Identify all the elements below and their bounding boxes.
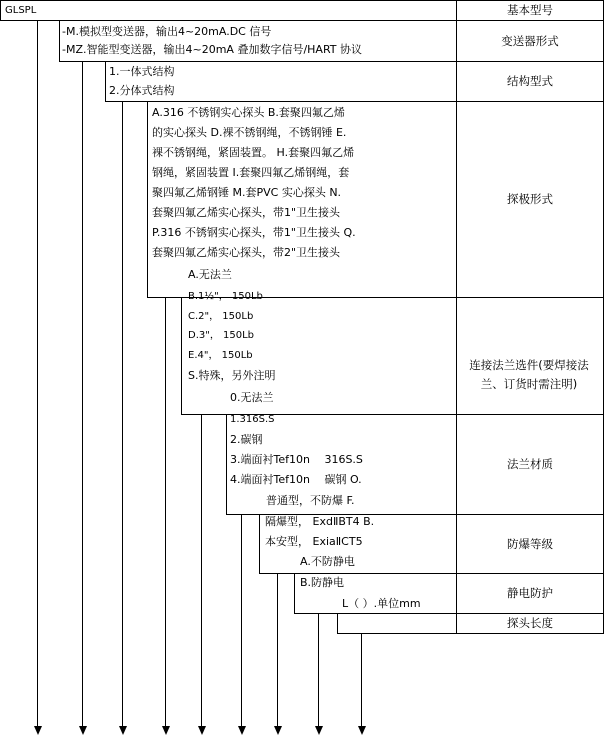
down-arrow-icon [274, 726, 282, 735]
probe-option-line: 聚四氟乙烯钢锤 M.套PVC 实心探头 N. [152, 186, 342, 199]
border-line [337, 613, 338, 633]
category-basic-model: 基本型号 [507, 3, 553, 17]
material-option: 0.无法兰 [230, 391, 274, 404]
category-probe-type: 探极形式 [507, 192, 553, 206]
down-arrow-icon [198, 726, 206, 735]
transmitter-option: -MZ.智能型变送器，输出4~20mA 叠加数字信号/HART 协议 [62, 43, 363, 56]
leader-line [37, 20, 38, 728]
structure-option: 1.一体式结构 [109, 65, 175, 78]
explosion-option: 本安型， ExiaⅡCT5 [265, 535, 363, 548]
border-line [105, 61, 106, 101]
category-structure-type: 结构型式 [507, 74, 553, 88]
down-arrow-icon [79, 726, 87, 735]
down-arrow-icon [34, 726, 42, 735]
flange-option: S.特殊，另外注明 [188, 369, 276, 382]
category-flange-material: 法兰材质 [507, 457, 553, 471]
category-static-protection: 静电防护 [507, 586, 553, 600]
border-line [0, 20, 604, 21]
category-flange-option: 连接法兰选件(要焊接法兰、订货时需注明) [469, 358, 589, 391]
down-arrow-icon [315, 726, 323, 735]
border-line [0, 0, 1, 20]
model-code: GLSPL [5, 5, 37, 16]
border-line [337, 633, 604, 634]
leader-line [122, 101, 123, 728]
down-arrow-icon [162, 726, 170, 735]
probe-option-line: 套聚四氟乙烯实心探头，带2"卫生接头 [152, 246, 341, 259]
flange-option: B.1½"， 150Lb [188, 291, 263, 302]
probe-option-line: 裸不锈钢绳，紧固装置。 H.套聚四氟乙烯 [152, 146, 355, 159]
probe-option-line: 钢绳，紧固装置 I.套聚四氟乙烯钢绳，套 [152, 166, 350, 179]
transmitter-option: -M.模拟型变送器，输出4~20mA.DC 信号 [62, 25, 272, 38]
category-explosion-grade: 防爆等级 [507, 537, 553, 551]
flange-option: C.2"， 150Lb [188, 311, 254, 322]
flange-option: E.4"， 150Lb [188, 350, 253, 361]
leader-line [361, 633, 362, 728]
leader-line [201, 414, 202, 728]
material-option: 1.316S.S [230, 414, 275, 425]
material-option: 4.端面衬Tef10n 碳钢 O. [230, 473, 362, 486]
border-line [59, 61, 604, 62]
flange-option: D.3"， 150Lb [188, 330, 255, 341]
probe-option-line: A.316 不锈钢实心探头 B.套聚四氟乙烯 [152, 106, 345, 119]
probe-option-line: P.316 不锈钢实心探头，带1"卫生接头 Q. [152, 226, 356, 239]
leader-line [241, 514, 242, 728]
category-transmitter-type: 变送器形式 [501, 34, 559, 48]
explosion-option: 普通型，不防爆 F. [266, 494, 355, 507]
border-line [0, 0, 604, 1]
probe-option-line: 的实心探头 D.裸不锈钢绳，不锈钢锤 E. [152, 126, 347, 139]
category-probe-length: 探头长度 [507, 616, 553, 630]
down-arrow-icon [358, 726, 366, 735]
explosion-option: 隔爆型， ExdⅡBT4 B. [265, 515, 375, 528]
border-line [259, 573, 604, 574]
border-line [226, 414, 227, 514]
probe-option-line: 套聚四氟乙烯实心探头，带1"卫生接头 [152, 206, 341, 219]
border-line [59, 20, 60, 61]
down-arrow-icon [238, 726, 246, 735]
leader-line [82, 61, 83, 728]
border-line [147, 101, 148, 297]
border-line [105, 101, 604, 102]
length-option: L（ ）.单位mm [342, 597, 421, 610]
border-line [294, 573, 295, 613]
leader-line [277, 573, 278, 728]
border-line [181, 297, 182, 414]
leader-line [318, 613, 319, 728]
border-line [259, 514, 260, 573]
static-option: B.防静电 [300, 576, 345, 589]
leader-line [165, 297, 166, 728]
material-option: 2.碳钢 [230, 433, 263, 446]
static-option: A.不防静电 [300, 555, 355, 568]
structure-option: 2.分体式结构 [109, 84, 175, 97]
flange-option: A.无法兰 [188, 268, 232, 281]
down-arrow-icon [119, 726, 127, 735]
material-option: 3.端面衬Tef10n 316S.S [230, 453, 363, 466]
border-line [294, 613, 604, 614]
